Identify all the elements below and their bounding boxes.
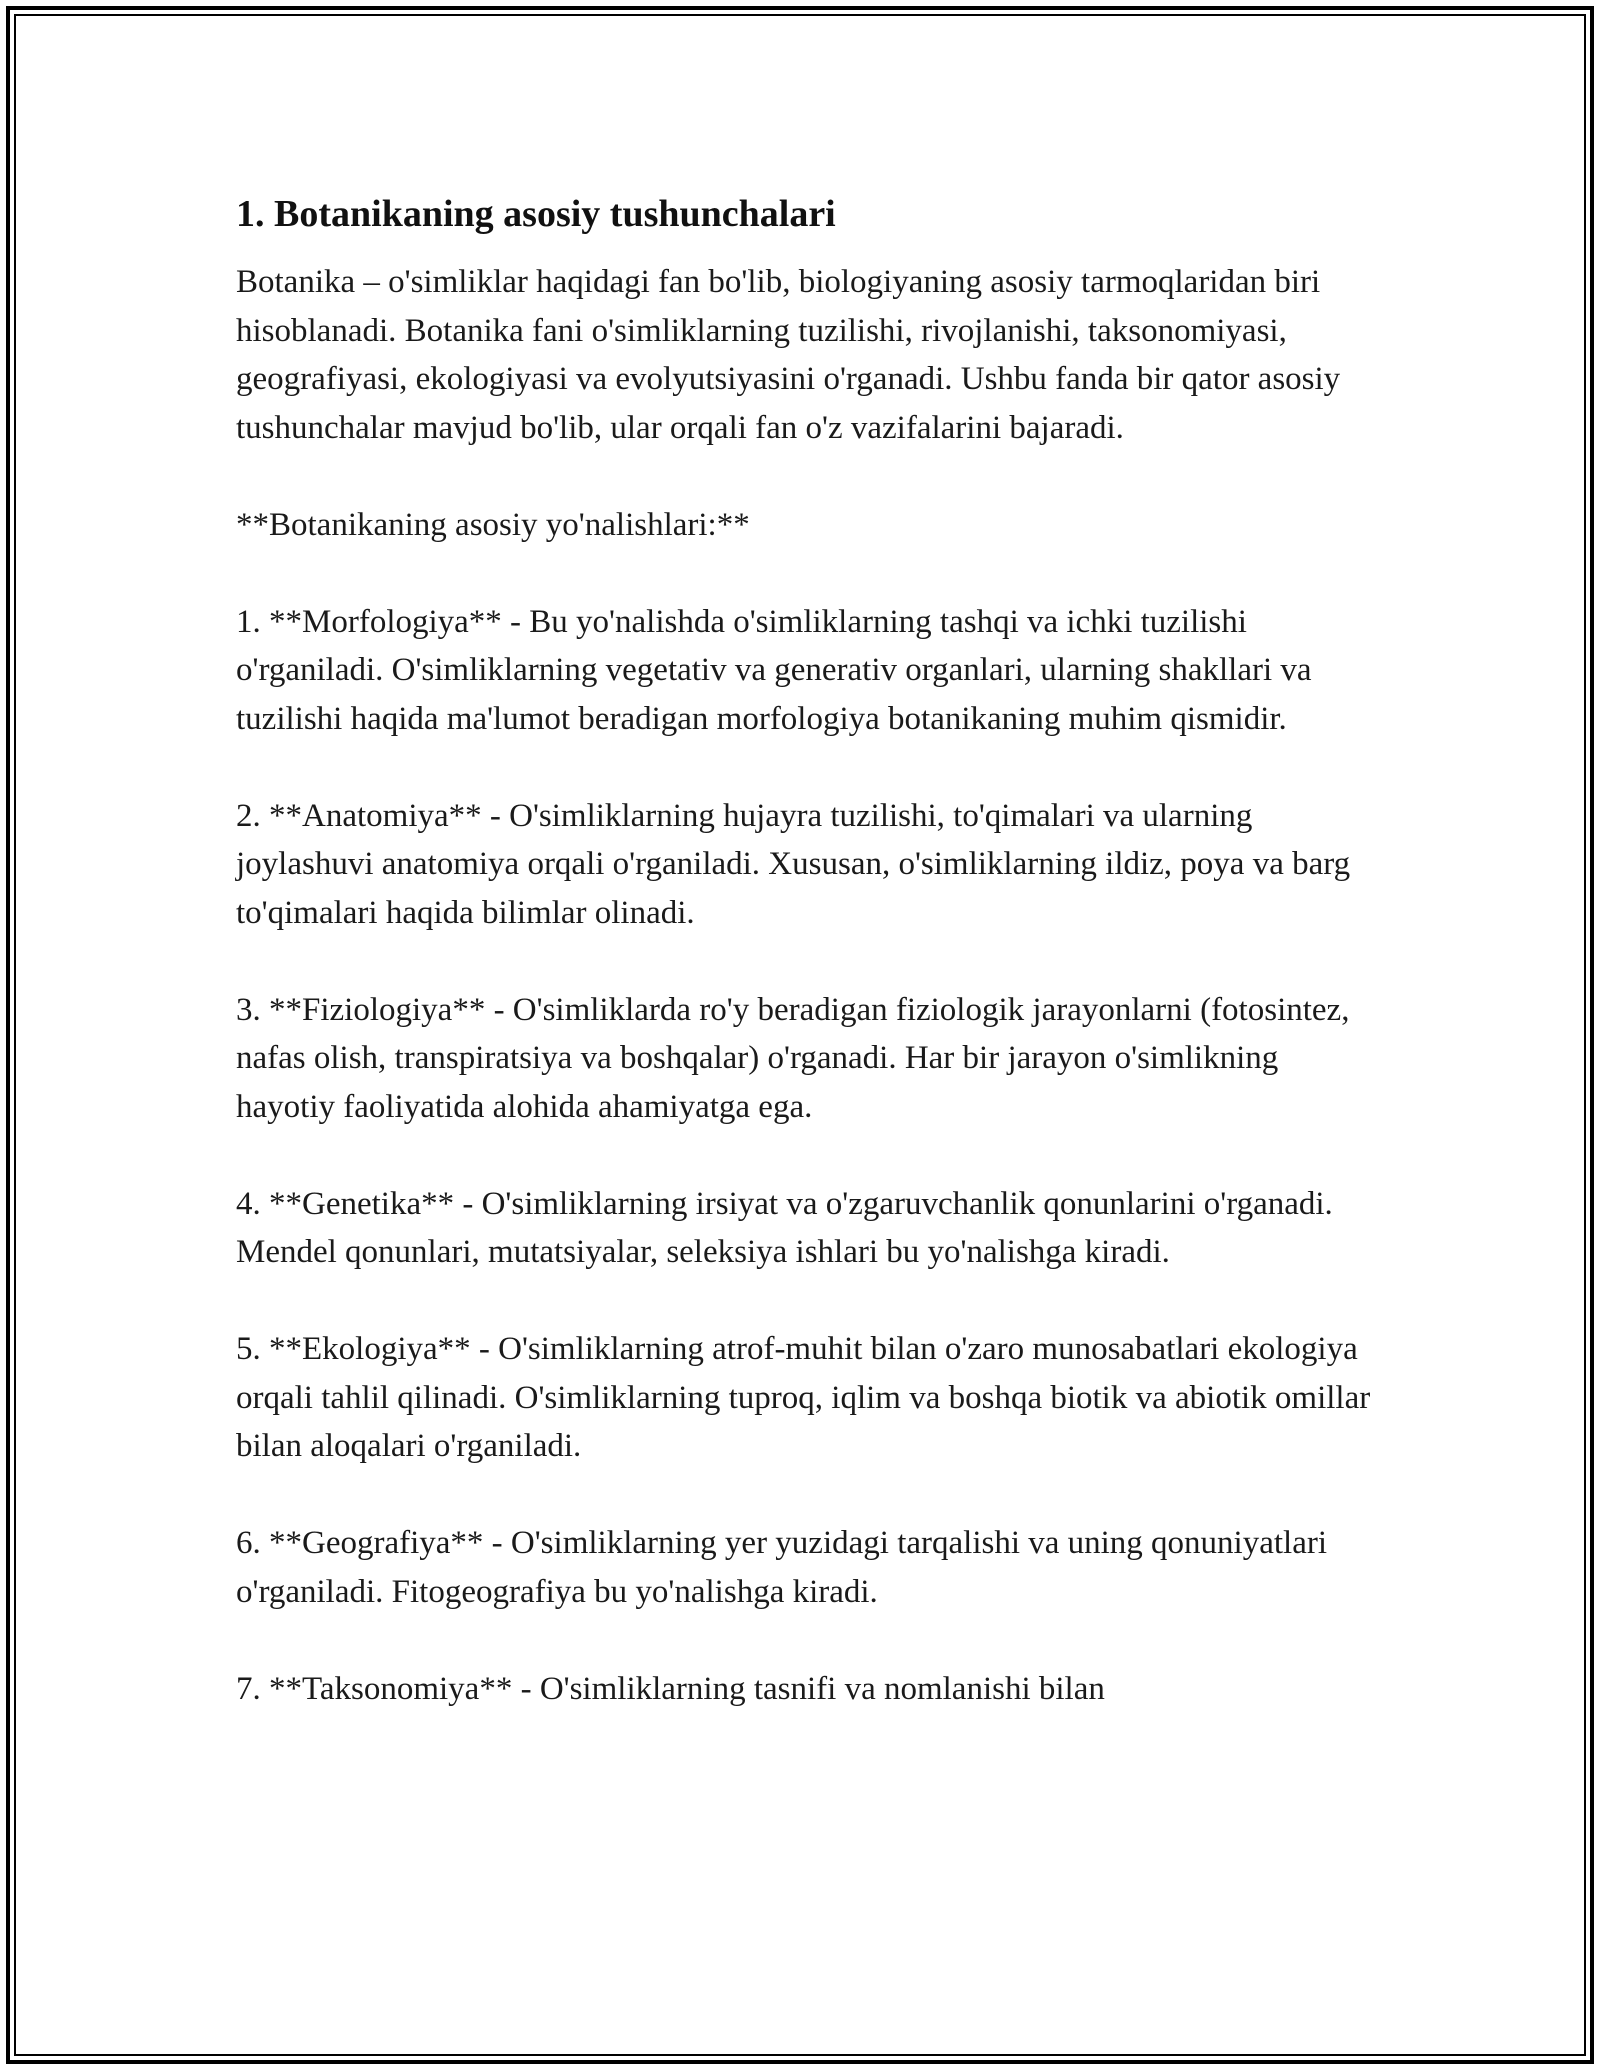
list-item-physiology: 3. **Fiziologiya** - O'simliklarda ro'y beradigan fiziologik jarayonlarni (fotosintez, nafas olish, transpiratsiya va boshqalar) o'rganadi. Har bir jarayon o'simlikning hayotiy faoliyatida alohida ahamiyatga ega. (236, 991, 1350, 1125)
document-body (236, 188, 1381, 1713)
list-item-morphology: 1. **Morfologiya** - Bu yo'nalishda o'simliklarning tashqi va ichki tuzilishi o'rganiladi. O'simliklarning vegetativ va generativ organlari, ularning shakllari va tuzilishi haqida ma'lumot beradigan morfologiya botanikaning muhim qismidir. (236, 603, 1312, 737)
list-item-ecology: 5. **Ekologiya** - O'simliklarning atrof-muhit bilan o'zaro munosabatlari ekologiya orqali tahlil qilinadi. O'simliklarning tuproq, iqlim va boshqa biotik va abiotik omillar bilan aloqalari o'rganiladi. (236, 1331, 1371, 1464)
document-title: 1. Botanikaning asosiy tushunchalari (236, 193, 836, 235)
list-item-genetics: 4. **Genetika** - O'simliklarning irsiyat va o'zgaruvchanlik qonunlarini o'rganadi. Mendel qonunlari, mutatsiyalar, seleksiya ishlari bu yo'nalishga kiradi. (236, 1185, 1333, 1270)
list-item-anatomy: 2. **Anatomiya** - O'simliklarning hujayra tuzilishi, to'qimalari va ularning joylashuvi anatomiya orqali o'rganiladi. Xususan, o'simliklarning ildiz, poya va barg to'qimalari haqida bilimlar olinadi. (236, 797, 1351, 931)
list-item-taxonomy: 7. **Taksonomiya** - O'simliklarning tasnifi va nomlanishi bilan (236, 1670, 1105, 1707)
list-item-geography: 6. **Geografiya** - O'simliklarning yer yuzidagi tarqalishi va uning qonuniyatlari o'rganiladi. Fitogeografiya bu yo'nalishga kiradi. (236, 1525, 1328, 1610)
section-heading-directions: **Botanikaning asosiy yo'nalishlari:** (236, 506, 750, 543)
intro-paragraph: Botanika – o'simliklar haqidagi fan bo'lib, biologiyaning asosiy tarmoqlaridan biri hisoblanadi. Botanika fani o'simliklarning tuzilishi, rivojlanishi, taksonomiyasi, geografiyasi, ekologiyasi va evolyutsiyasini o'rganadi. Ushbu fanda bir qator asosiy tushunchalar mavjud bo'lib, ular orqali fan o'z vazifalarini bajaradi. (236, 264, 1341, 446)
